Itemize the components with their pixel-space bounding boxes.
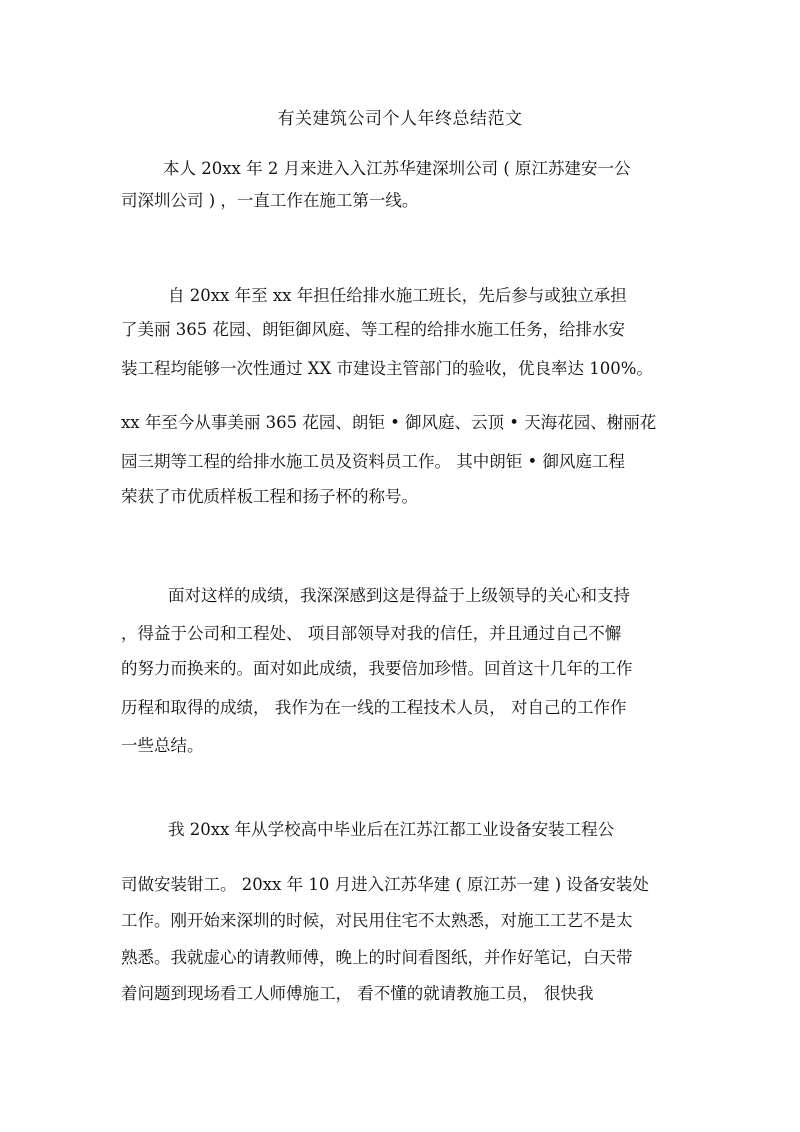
paragraph-line: xx 年至今从事美丽 365 花园、朗钜 • 御风庭、云顶 • 天海花园、榭丽花	[121, 413, 657, 432]
paragraph-line: 我 20xx 年从学校高中毕业后在江苏江都工业设备安装工程公	[168, 820, 615, 839]
paragraph-line: 自 20xx 年至 xx 年担任给排水施工班长，先后参与或独立承担	[168, 286, 627, 305]
paragraph-line: 园三期等工程的给排水施工员及资料员工作。 其中朗钜 • 御风庭工程	[121, 452, 625, 471]
paragraph-line: 本人 20xx 年 2 月来进入入江苏华建深圳公司 ( 原江苏建安一公	[163, 159, 631, 178]
paragraph-line: 的努力而换来的。面对如此成绩，我要倍加珍惜。回首这十几年的工作	[121, 659, 633, 678]
paragraph-line: ，得益于公司和工程处、 项目部领导对我的信任，并且通过自己不懈	[121, 624, 622, 643]
paragraph-line: 工作。刚开始来深圳的时候，对民用住宅不太熟悉，对施工工艺不是太	[121, 911, 633, 930]
paragraph-line: 司做安装钳工。 20xx 年 10 月进入江苏华建 ( 原江苏一建 ) 设备安装处	[121, 875, 649, 894]
paragraph-line: 面对这样的成绩，我深深感到这是得益于上级领导的关心和支持	[168, 586, 630, 605]
paragraph-line: 荣获了市优质样板工程和扬子杯的称号。	[121, 487, 418, 506]
paragraph-line: 熟悉。我就虚心的请教师傅，晚上的时间看图纸，并作好笔记，白天带	[121, 948, 633, 967]
paragraph-line: 一些总结。	[121, 736, 204, 755]
paragraph-line: 司深圳公司 ) ，一直工作在施工第一线。	[121, 191, 419, 210]
paragraph-line: 历程和取得的成绩， 我作为在一线的工程技术人员， 对自己的工作作	[121, 698, 627, 717]
paragraph-line: 了美丽 365 花园、朗钜御风庭、等工程的给排水施工任务，给排水安	[121, 320, 625, 339]
paragraph-line: 装工程均能够一次性通过 XX 市建设主管部门的验收，优良率达 100%。	[121, 359, 653, 378]
document-title: 有关建筑公司个人年终总结范文	[277, 109, 523, 129]
paragraph-line: 着问题到现场看工人师傅施工， 看不懂的就请教施工员， 很快我	[121, 984, 594, 1003]
